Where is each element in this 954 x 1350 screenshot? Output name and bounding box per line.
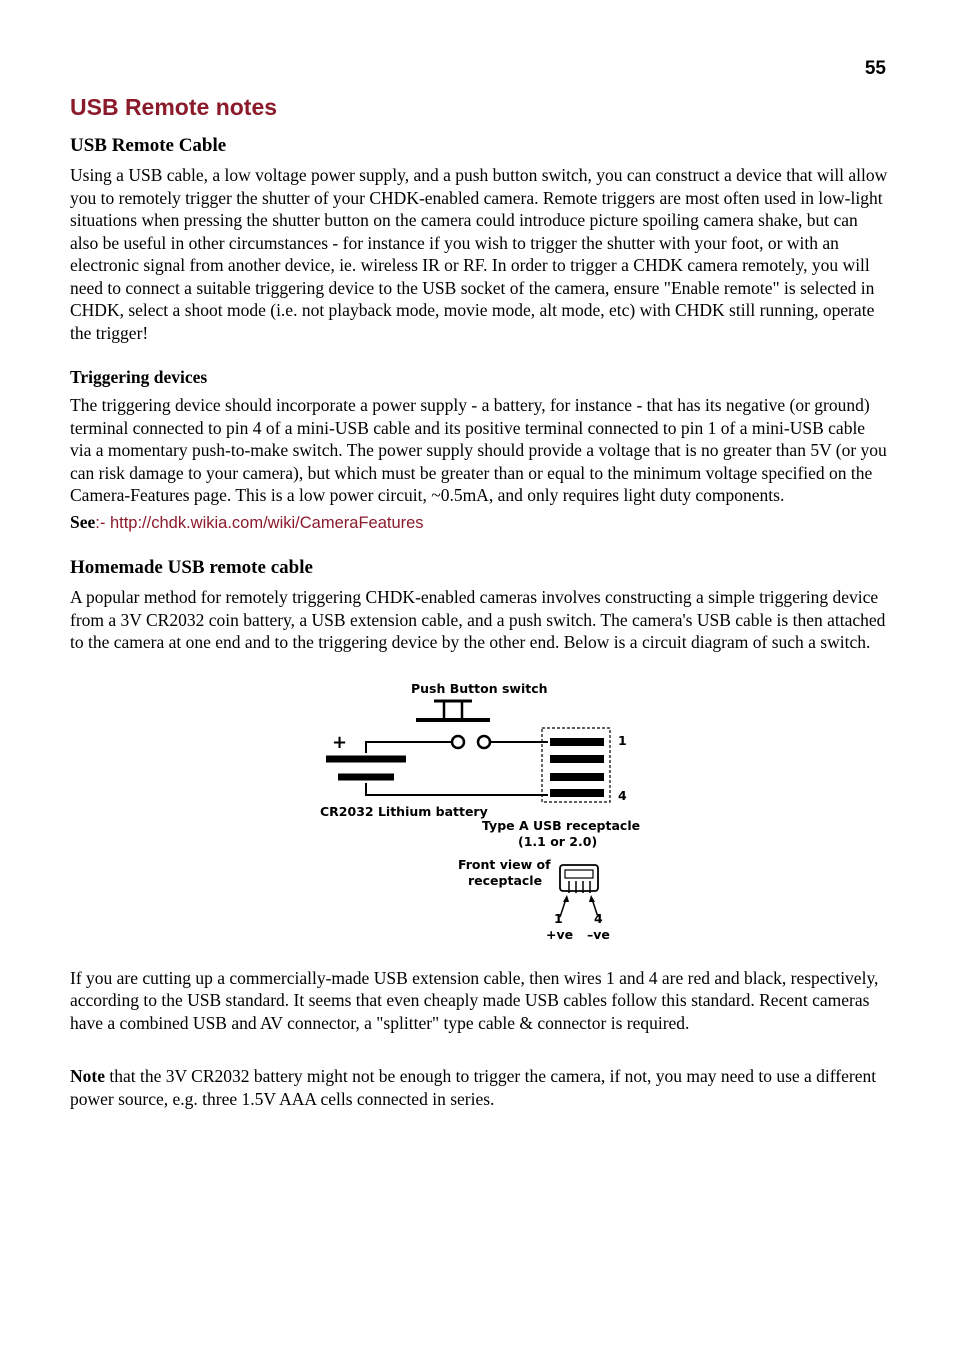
pin-arrows	[560, 895, 598, 917]
front-pin-4-label: 4	[594, 910, 603, 926]
usb-receptacle-pins	[550, 738, 604, 797]
paragraph-after-diagram: If you are cutting up a commercially-made USB extension cable, then wires 1 and 4 are red and black, respectively, according to the USB standard. It seems that even cheaply made USB cables follow this standard. Recent cameras have a combined USB and AV connector, a "splitter" type cable & connector is required.	[70, 967, 879, 1033]
page-title: USB Remote notes	[70, 94, 278, 120]
negative-label: –ve	[587, 926, 610, 942]
receptacle-label-line2: (1.1 or 2.0)	[518, 833, 598, 849]
circuit-wires	[366, 742, 548, 795]
front-view-label-line2: receptacle	[468, 872, 543, 888]
push-button-label: Push Button switch	[411, 680, 548, 696]
switch-contact-left	[452, 736, 464, 748]
pin-4-label: 4	[618, 787, 627, 803]
switch-contact-right	[478, 736, 490, 748]
circuit-diagram	[70, 679, 888, 949]
usb-receptacle-front-view-icon	[560, 865, 598, 893]
page-content	[70, 92, 888, 1110]
paragraph-triggering-devices: The triggering device should incorporate a power supply - a battery, for instance - that has its negative (or ground) terminal connected to pin 4 of a mini-USB cable and its positive terminal connected to pin 1 of a mini-USB cable via a momentary push-to-make switch. The power supply should provide a voltage that is no greater than 5V (or you can risk damage to your camera), but which must be greater than or equal to the minimum voltage specified on the Camera-Features page. This is a low power circuit, ~0.5mA, and only requires light duty components.	[70, 395, 887, 505]
plus-sign: +	[332, 731, 348, 753]
note-text: that the 3V CR2032 battery might not be enough to trigger the camera, if not, you may need to use a different power source, e.g. three 1.5V AAA cells connected in series.	[70, 1066, 877, 1109]
front-view-label-line1: Front view of	[458, 856, 551, 872]
front-pin-1-label: 1	[554, 910, 563, 926]
paragraph-usb-remote-cable: Using a USB cable, a low voltage power supply, and a push button switch, you can construct a device that will allow you to remotely trigger the shutter of your CHDK-enabled camera. Remote triggers are most often used in low-light situations when pressing the shutter button on the camera could introduce picture spoiling camera shake, but can also be useful in other circumstances - for instance if you wish to trigger the shutter with your foot, or with an electronic signal from another device, ie. wireless IR or RF. In order to trigger a CHDK camera remotely, you will need to connect a suitable triggering device to the USB socket of the camera, ensure "Enable remote" is selected in CHDK, select a shoot mode (i.e. not playback mode, movie mode, alt mode, etc) with CHDK still running, operate the trigger!	[70, 165, 888, 343]
circuit-diagram-svg	[318, 679, 648, 949]
see-line	[70, 511, 888, 535]
see-separator: :-	[95, 513, 110, 532]
page-number: 55	[864, 58, 886, 79]
push-button-switch	[416, 701, 490, 748]
pin-1-label: 1	[618, 732, 627, 748]
battery-label: CR2032 Lithium battery	[320, 803, 488, 819]
heading-homemade-usb-remote-cable: Homemade USB remote cable	[70, 557, 313, 578]
note-label: Note	[70, 1066, 105, 1086]
heading-usb-remote-cable: USB Remote Cable	[70, 135, 227, 156]
receptacle-label-line1: Type A USB receptacle	[482, 817, 641, 833]
paragraph-homemade-usb-remote-cable: A popular method for remotely triggering CHDK-enabled cameras involves constructing a simple triggering device from a 3V CR2032 coin battery, a USB extension cable, and a push switch. The camera's USB cable is then attached to the camera at one end and to the triggering device by the other end. Below is a circuit diagram of such a switch.	[70, 587, 886, 652]
heading-triggering-devices: Triggering devices	[70, 367, 208, 387]
see-label: See	[70, 511, 96, 532]
battery-symbol	[326, 759, 406, 777]
camera-features-link[interactable]: http://chdk.wikia.com/wiki/CameraFeatures	[109, 513, 424, 532]
positive-label: +ve	[546, 926, 574, 942]
note-paragraph	[70, 1065, 888, 1110]
